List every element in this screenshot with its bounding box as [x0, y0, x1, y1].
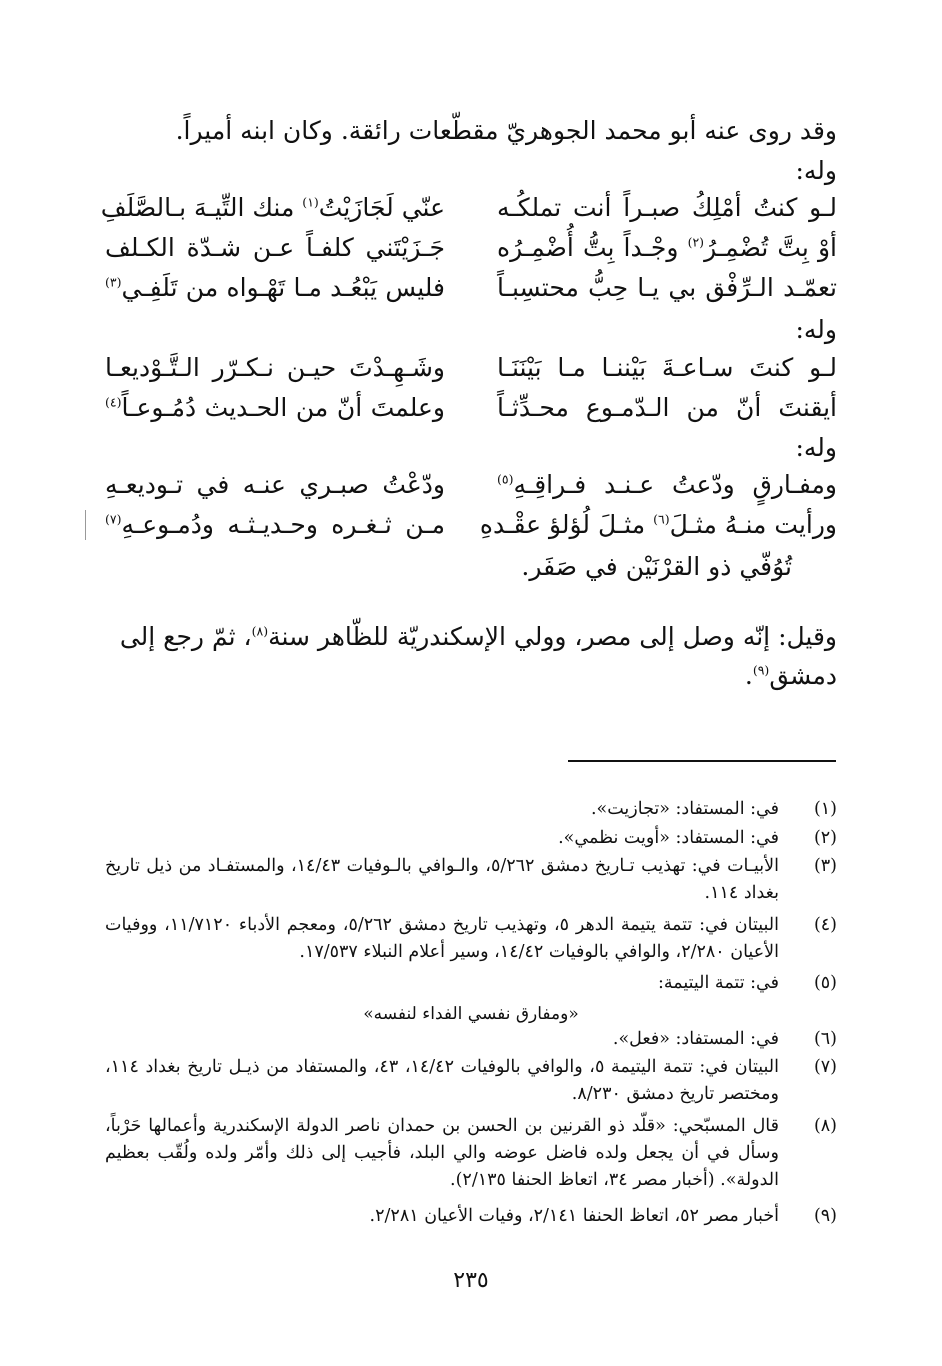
footnote [105, 912, 837, 966]
footnote-number: (٤) [813, 915, 837, 935]
closing-paragraph-line: وقيل: إنّه وصل إلى مصر، وولي الإسكندريّة للظّاهر سنة$^{(٨)}$، ثمّ رجع إلى [119, 622, 837, 651]
footnote [105, 825, 837, 852]
footnote [105, 853, 837, 907]
footnote-text: في: تتمة اليتيمة: [657, 973, 779, 993]
verse-hemistich-left: عنّي لَجَازَيْتُ$^{(١)}$ منك التِّيـهَ بـالصَّلَفِ [100, 193, 445, 222]
intro-paragraph: وقد روى عنه أبو محمد الجوهريّ مقطّعات رائقة. وكان ابنه أميراً. [175, 116, 837, 145]
footnote-text: قال المسبّحي: «قلّد ذو القرنين بن الحسن بن حمدان ناصر الدولة الإسكندرية وأعمالها حَرْباً، وسأل في أن يجعل ولده فاضل عوضه والي البلد، فأجيب إلى ذلك وأمّر ولده ولُقّب بعظيم الدولة». (أخبار مصر ٣٤، اتعاظ الحنفا ٢/١٣٥). [105, 1116, 779, 1190]
verse-hemistich-left: وشَـهِـدْتَ حيـن نـكـرّر الـتَّـوْديعـا [105, 353, 445, 382]
footnote-ref[interactable]: (٥) [497, 471, 514, 487]
footnote-number: (٩) [813, 1206, 837, 1226]
footnote-number: (٥) [813, 973, 837, 993]
page-number: ٢٣٥ [453, 1268, 489, 1293]
footnote-ref[interactable]: (١) [302, 194, 319, 210]
verse-hemistich-right: أيقنتَ أنّ من الـدّمـوع محـدِّثـاً [497, 393, 837, 422]
closing-paragraph-line: دمشق$^{(٩)}$. [744, 661, 837, 690]
verse-hemistich-left: وعلمتَ أنّ من الحـديث دُمُـوعـاً$^{(٤)}$ [105, 393, 445, 422]
scan-mark [85, 510, 86, 540]
section-label: وله: [795, 433, 837, 462]
verse-hemistich-left: مـن ثـغـره وحـديـثـه ودُمـوعـهِ$^{(٧)}$ [105, 510, 445, 539]
verse-hemistich-right: لـو كنتَ سـاعـةَ بَيْننـا مـا بَيْنَنَـا [497, 353, 837, 382]
section-label: وله: [795, 156, 837, 185]
footnote [105, 1026, 837, 1053]
footnote [105, 970, 837, 997]
closing-verse-line: تُوُفّي ذو القرْنَيْن في صَفَر. [521, 552, 792, 581]
footnote-number: (٨) [813, 1116, 837, 1136]
footnote-text: في: المستفاد: «أويت نظمي». [558, 828, 779, 848]
footnote-ref[interactable]: (٨) [251, 623, 269, 639]
footnote-number: (٣) [813, 856, 837, 876]
footnote-text: في: المستفاد: «تجازيت». [590, 799, 779, 819]
footnote [105, 796, 837, 823]
section-label: وله: [795, 315, 837, 344]
footnote-text: البيتان في: تتمة اليتيمة ٥، والوافي بالوفيات ١٤/٤٢، ٤٣، والمستفاد من ذيـل تاريخ بغداد ١١٤، ومختصر تاريخ دمشق ٨/٢٣٠. [105, 1057, 779, 1104]
footnote-ref[interactable]: (٣) [105, 274, 122, 290]
footnote-text: الأبيـات في: تهذيب تـاريخ دمشق ٥/٢٦٢، والـوافي بالـوفيات ١٤/٤٣، والمستفـاد من ذيل تاريخ بغداد ١١٤. [105, 856, 779, 903]
footnote [105, 1113, 837, 1194]
verse-hemistich-left: ودّعْتُ صبـري عنـه في تـوديعـهِ [105, 470, 445, 499]
verse-hemistich-right: ومفـارقٍ ودّعتُ عـنـد فـراقِـهِ$^{(٥)}$ [497, 470, 837, 499]
footnote [105, 1054, 837, 1108]
footnote [105, 1203, 837, 1230]
verse-hemistich-right: ورأيت منـهُ مثـلَ$^{(٦)}$ مثـلَ لُؤلؤ عقْـدهِ [479, 510, 837, 539]
footnote-number: (١) [813, 799, 837, 819]
footnote-ref[interactable]: (٤) [105, 394, 122, 410]
footnote-text: أخبار مصر ٥٢، اتعاظ الحنفا ٢/١٤١، وفيات الأعيان ٢/٢٨١. [369, 1206, 779, 1226]
footnote-text: في: المستفاد: «فعل». [612, 1029, 779, 1049]
footnote-separator [568, 760, 836, 762]
verse-hemistich-right: تعمّـد الـرِّفْق بي يـا حِبُّ محتسِبـاً [497, 273, 837, 302]
footnote-text: البيتان في: تتمة يتيمة الدهر ٥، وتهذيب تاريخ دمشق ٥/٢٦٢، ومعجم الأدباء ١١/٧١٢٠، ووفيات الأعيان ٢/٢٨٠، والوافي بالوفيات ١٤/٤٢، وسير أعلام النبلاء ١٧/٥٣٧. [105, 915, 779, 962]
footnote-number: (٧) [813, 1057, 837, 1077]
footnote-ref[interactable]: (٦) [653, 511, 670, 527]
footnote-number: (٢) [813, 828, 837, 848]
verse-hemistich-left: فليس يَبْعُـد مـا تَهْـواه من تَلَفِـي$^{(٣)}$ [105, 273, 445, 302]
footnote-ref[interactable]: (٩) [752, 662, 770, 678]
verse-hemistich-left: جَـزَيْتَني كلفـاً عـن شـدّة الكـلف [105, 233, 445, 262]
footnote-ref[interactable]: (٢) [687, 234, 705, 250]
verse-hemistich-right: أوْ بِتَّ تُضْمِـرُ$^{(٢)}$ وجْـداً بِتُّ أُضْمِـرُه [497, 233, 837, 262]
verse-hemistich-right: لـو كنتُ أمْلِكُ صبـراً أنت تملكُـه [497, 193, 837, 222]
footnote-ref[interactable]: (٧) [105, 511, 122, 527]
footnote-number: (٦) [813, 1029, 837, 1049]
footnote-quote: «ومفارق نفسي الفداء لنفسه» [363, 1004, 579, 1024]
